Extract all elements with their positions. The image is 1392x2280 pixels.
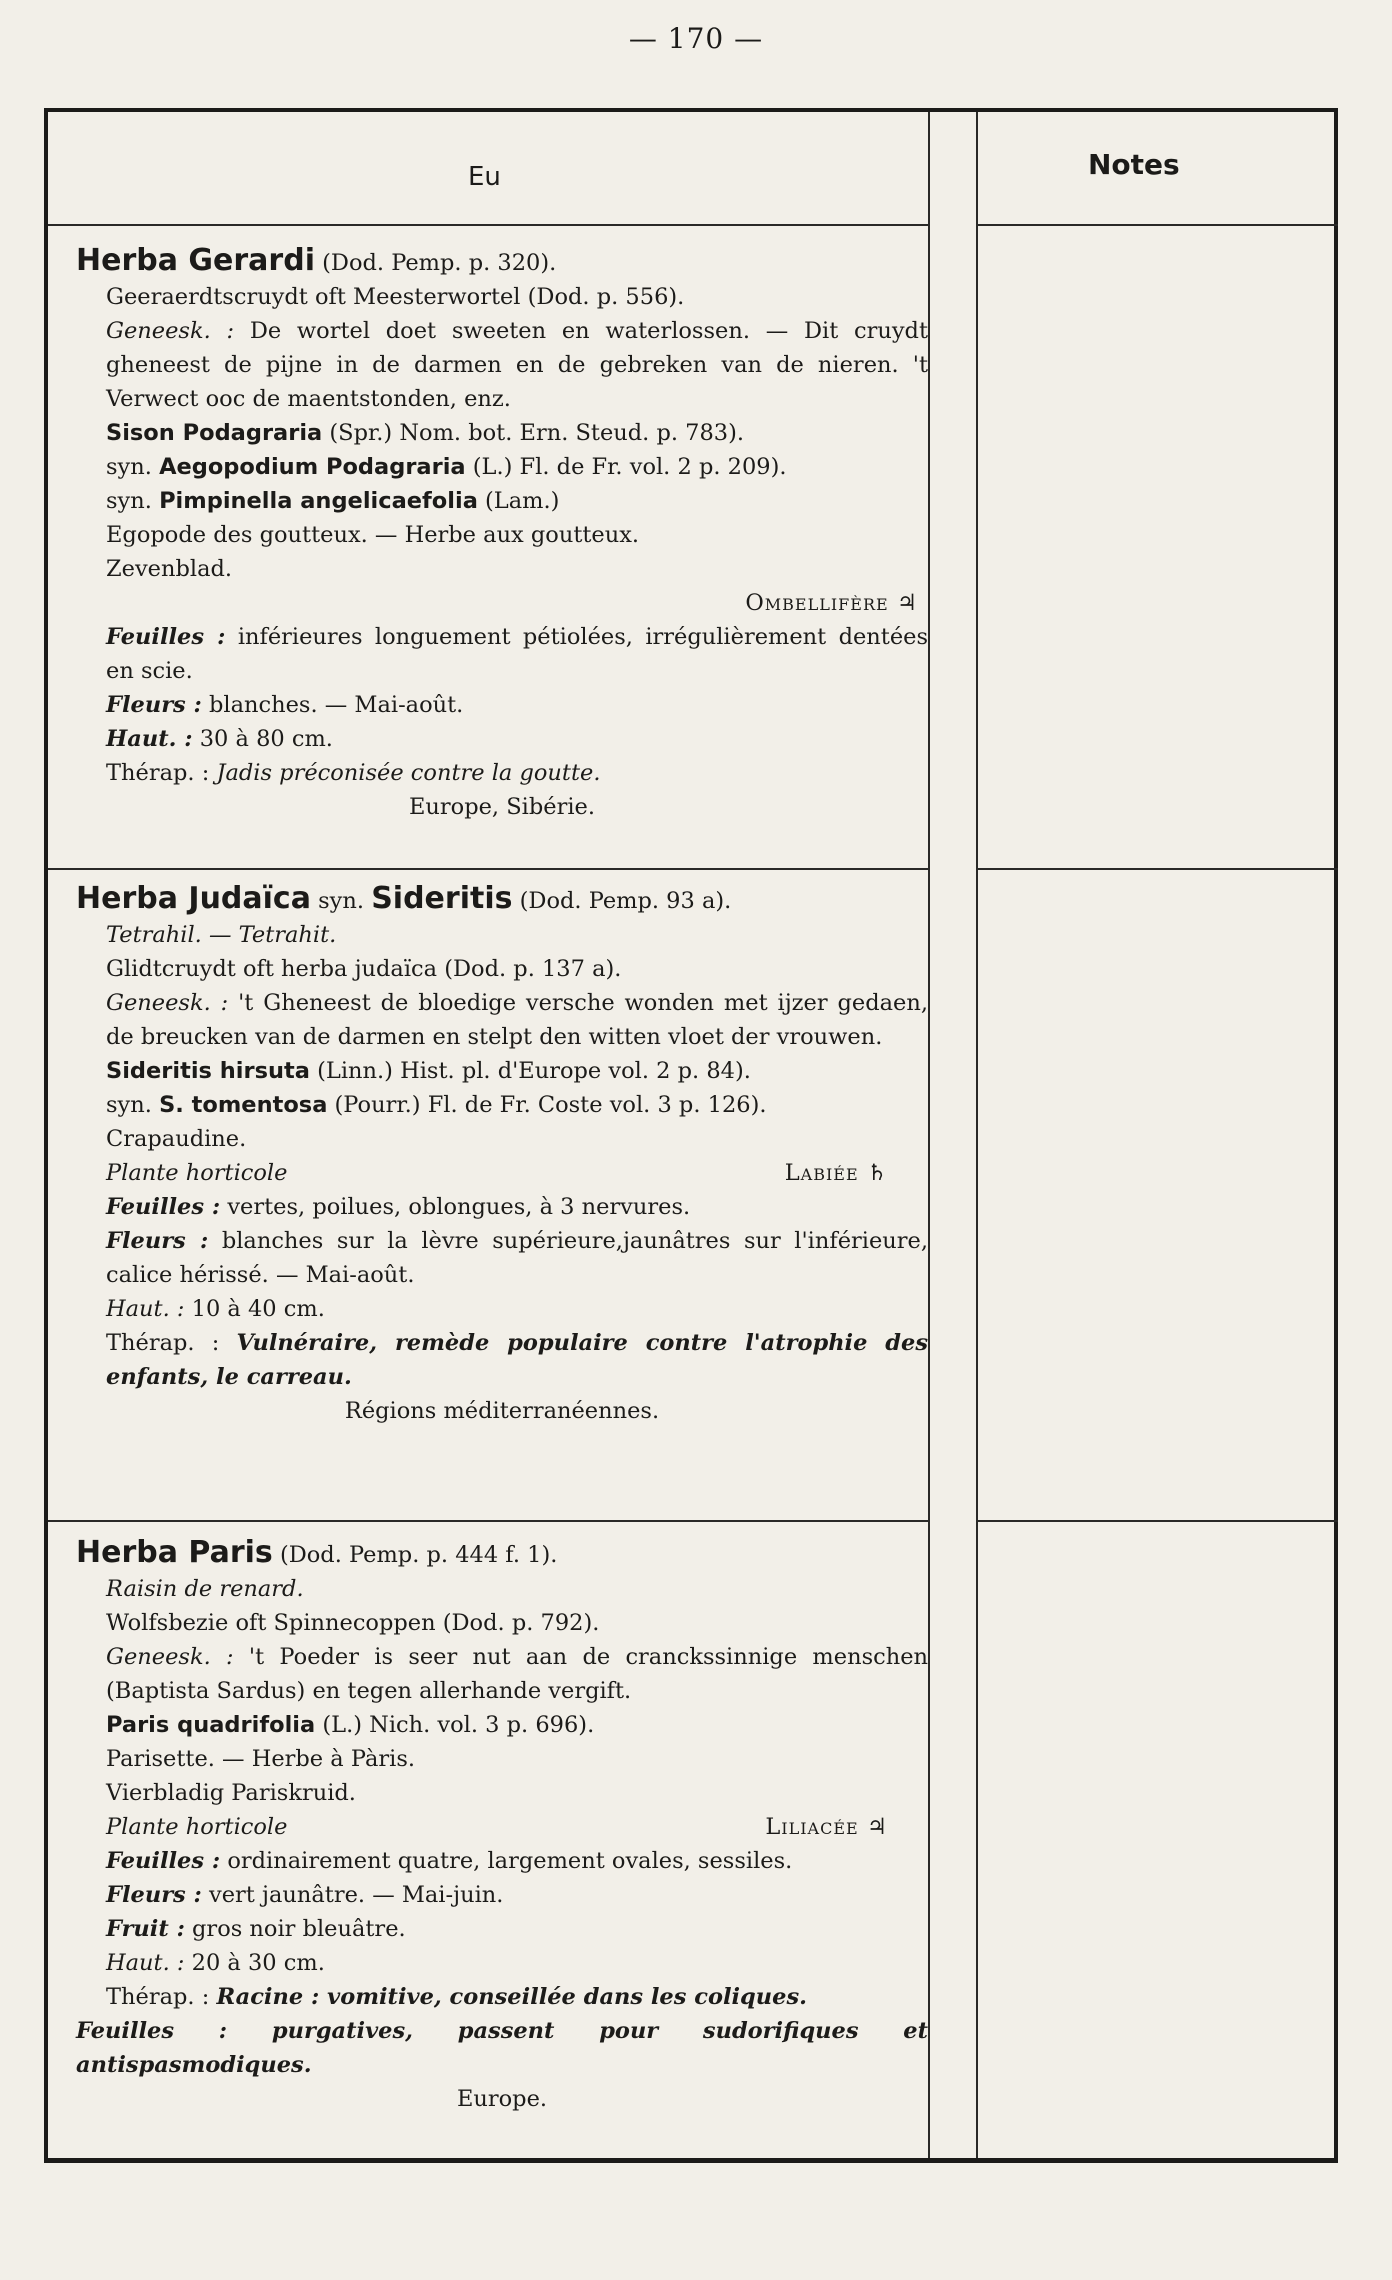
fruit-text: Fruit : gros noir bleuâtre. bbox=[106, 1916, 406, 1942]
culture-family-row bbox=[76, 1156, 928, 1190]
row-divider bbox=[976, 868, 1338, 870]
entry-title-syn: syn. bbox=[318, 888, 365, 914]
therap-text: Thérap. : Jadis préconisée contre la goutte. bbox=[106, 760, 601, 786]
culture-label: Plante horticole bbox=[106, 1160, 288, 1186]
entry-title: Herba Paris bbox=[76, 1535, 273, 1570]
fleurs-text: Fleurs : blanches. — Mai-août. bbox=[106, 692, 464, 718]
column-divider bbox=[976, 112, 978, 2158]
fleurs-text: Fleurs : vert jaunâtre. — Mai-juin. bbox=[106, 1882, 504, 1908]
region: Régions méditerranéennes. bbox=[344, 1398, 660, 1424]
scientific-name: Sison Podagraria (Spr.) Nom. bot. Ern. Steud. p. 783). bbox=[106, 420, 745, 446]
family-label: Liliacée ♃ bbox=[765, 1814, 888, 1840]
french-name: Egopode des goutteux. — Herbe aux goutteux. bbox=[106, 522, 640, 548]
column-divider bbox=[928, 112, 930, 2158]
row-divider bbox=[976, 224, 1338, 226]
french-name: Parisette. — Herbe à Pàris. bbox=[106, 1746, 416, 1772]
feuilles-text: Feuilles : inférieures longuement pétiolées, irrégulièrement dentées en scie. bbox=[106, 624, 929, 684]
entry-ref: (Dod. Pemp. 93 a). bbox=[519, 888, 732, 914]
dutch-name: Zevenblad. bbox=[106, 556, 233, 582]
entry-herba-gerardi bbox=[76, 244, 928, 824]
culture-family-row bbox=[76, 1810, 928, 1844]
entry-title: Herba Judaïca bbox=[76, 881, 311, 916]
region: Europe, Sibérie. bbox=[409, 794, 595, 820]
feuilles-text: Feuilles : ordinairement quatre, largement ovales, sessiles. bbox=[106, 1848, 793, 1874]
alt-names: Tetrahil. — Tetrahit. bbox=[106, 922, 337, 948]
table-frame bbox=[44, 108, 1338, 2163]
row-divider bbox=[976, 1520, 1338, 1522]
geneesk-text: Geneesk. : 't Poeder is seer nut aan de cranckssinnige menschen (Baptista Sardus) en tegen allerhande vergift. bbox=[106, 1644, 929, 1704]
entry-ref: (Dod. Pemp. p. 320). bbox=[322, 250, 557, 276]
scientific-name: Sideritis hirsuta (Linn.) Hist. pl. d'Europe vol. 2 p. 84). bbox=[106, 1058, 751, 1084]
dutch-name: Glidtcruydt oft herba judaïca (Dod. p. 137 a). bbox=[106, 956, 622, 982]
haut-text: Haut. : 10 à 40 cm. bbox=[106, 1296, 325, 1322]
dutch-name: Geeraerdtscruydt oft Meesterwortel (Dod. p. 556). bbox=[106, 284, 685, 310]
haut-text: Haut. : 30 à 80 cm. bbox=[106, 726, 333, 752]
row-divider bbox=[48, 868, 928, 870]
dutch-name: Wolfsbezie oft Spinnecoppen (Dod. p. 792). bbox=[106, 1610, 600, 1636]
entry-herba-judaica bbox=[76, 882, 928, 1428]
synonym: syn. S. tomentosa (Pourr.) Fl. de Fr. Coste vol. 3 p. 126). bbox=[106, 1092, 767, 1118]
column-header-notes: Notes bbox=[1088, 148, 1180, 181]
synonym: syn. Pimpinella angelicaefolia (Lam.) bbox=[106, 488, 560, 514]
therap-text: Thérap. : Racine : vomitive, conseillée dans les coliques. bbox=[106, 1984, 807, 2010]
dutch-name: Vierbladig Pariskruid. bbox=[106, 1780, 356, 1806]
page-number: — 170 — bbox=[628, 22, 764, 55]
geneesk-text: Geneesk. : De wortel doet sweeten en waterlossen. — Dit cruydt gheneest de pijne in de darmen en de gebreken van de nieren. 't Verwect ooc de maentstonden, enz. bbox=[106, 318, 928, 412]
entry-title-synonym: Sideritis bbox=[371, 881, 513, 916]
region: Europe. bbox=[456, 2086, 548, 2112]
column-header-eu: Eu bbox=[468, 162, 501, 192]
row-divider bbox=[48, 224, 928, 226]
geneesk-text: Geneesk. : 't Gheneest de bloedige versche wonden met ijzer gedaen, de breucken van de darmen en stelpt den witten vloet der vrouwen. bbox=[106, 990, 928, 1050]
french-name: Crapaudine. bbox=[106, 1126, 247, 1152]
family-label: Labiée ♄ bbox=[784, 1160, 888, 1186]
entry-title: Herba Gerardi bbox=[76, 243, 315, 278]
fleurs-text: Fleurs : blanches sur la lèvre supérieure,jaunâtres sur l'inférieure, calice hérissé. — Mai-août. bbox=[106, 1228, 928, 1288]
therap-feuilles-text: Feuilles : purgatives, passent pour sudorifiques et antispasmodiques. bbox=[76, 2018, 928, 2078]
haut-text: Haut. : 20 à 30 cm. bbox=[106, 1950, 325, 1976]
entry-ref: (Dod. Pemp. p. 444 f. 1). bbox=[279, 1542, 558, 1568]
row-divider bbox=[48, 1520, 928, 1522]
feuilles-text: Feuilles : vertes, poilues, oblongues, à 3 nervures. bbox=[106, 1194, 691, 1220]
culture-label: Plante horticole bbox=[106, 1814, 288, 1840]
family-label: Ombellifère ♃ bbox=[745, 590, 918, 616]
scientific-name: Paris quadrifolia (L.) Nich. vol. 3 p. 696). bbox=[106, 1712, 595, 1738]
alt-names: Raisin de renard. bbox=[106, 1576, 304, 1602]
entry-herba-paris bbox=[76, 1536, 928, 2116]
therap-text: Thérap. : Vulnéraire, remède populaire contre l'atrophie des enfants, le carreau. bbox=[106, 1330, 928, 1390]
synonym: syn. Aegopodium Podagraria (L.) Fl. de Fr. vol. 2 p. 209). bbox=[106, 454, 787, 480]
